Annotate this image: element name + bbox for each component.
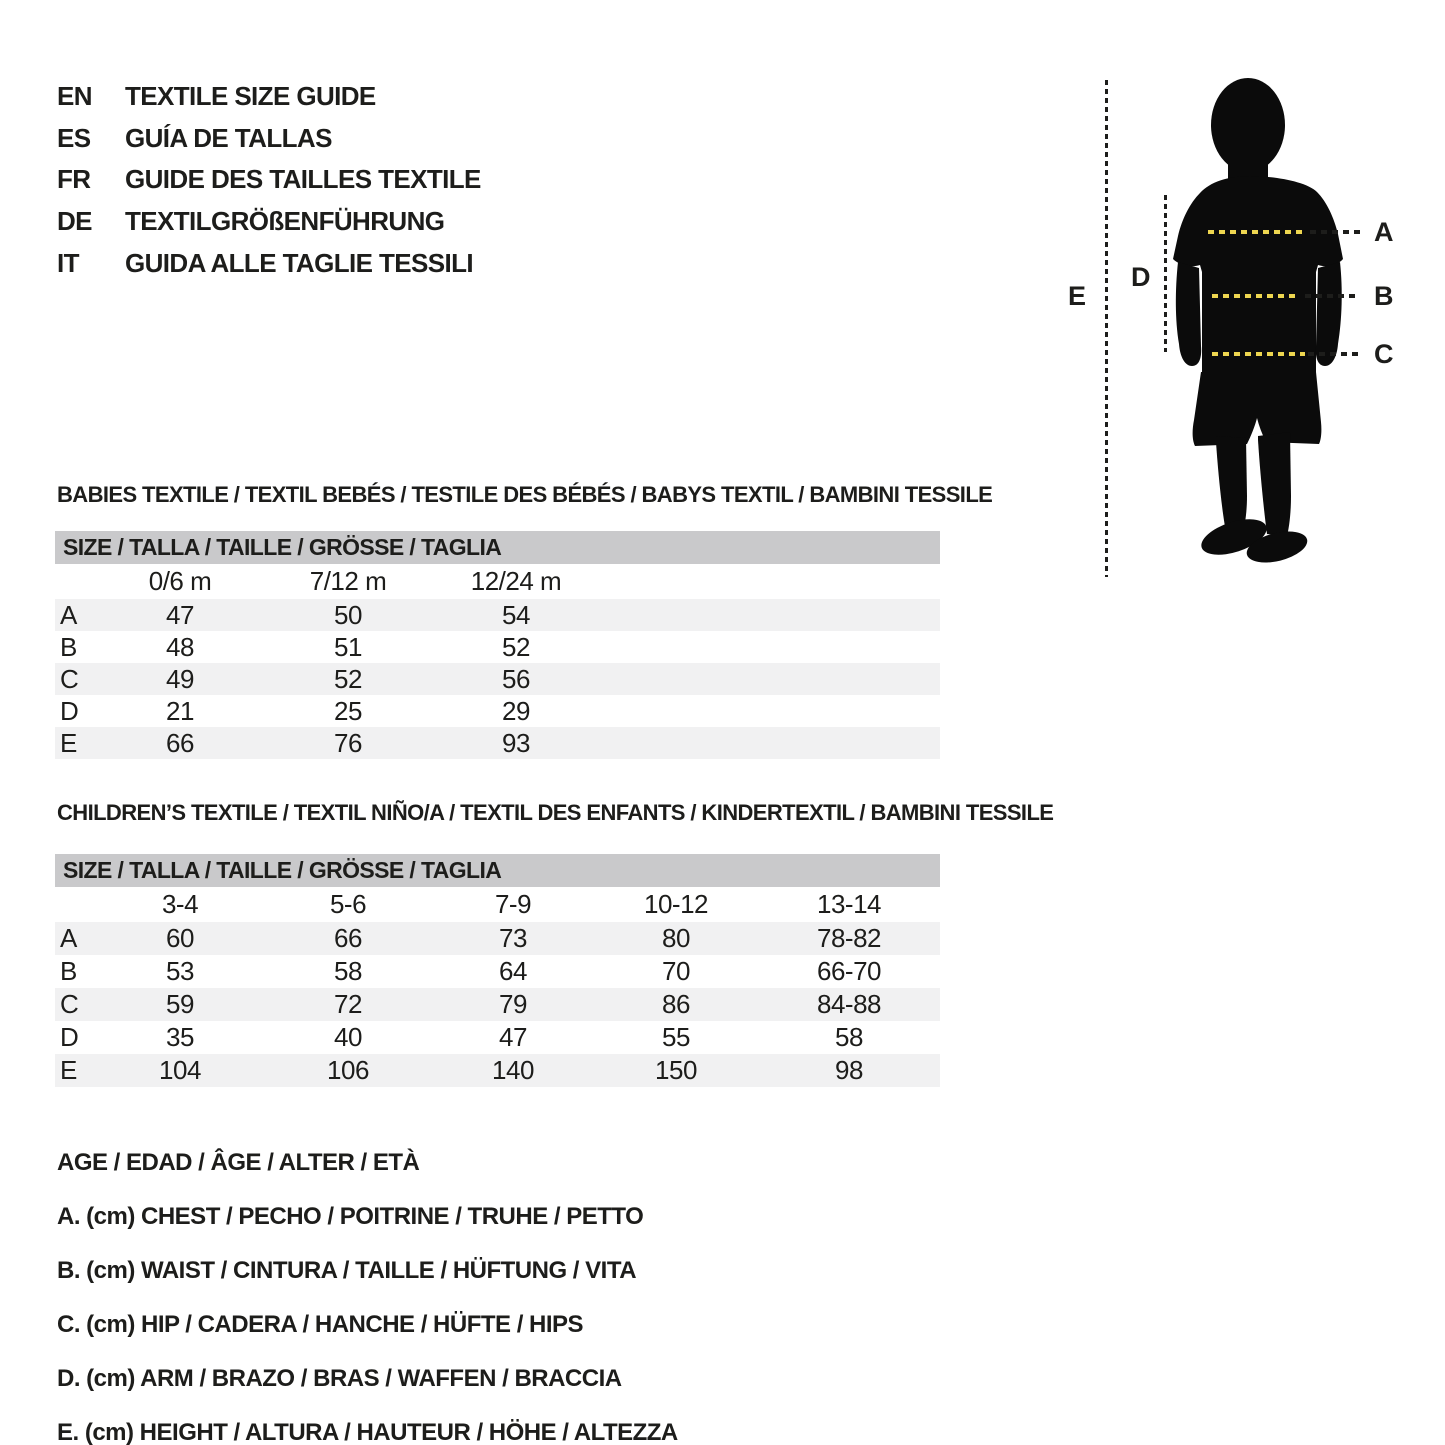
column-header-row [55, 887, 940, 922]
cell: 80 [662, 923, 690, 953]
cell: 58 [835, 1022, 863, 1052]
cell: 49 [166, 664, 194, 694]
row-label: E [60, 728, 77, 758]
legend-line-hip: C. (cm) HIP / CADERA / HANCHE / HÜFTE / HIPS [57, 1311, 584, 1338]
lang-row-es [57, 118, 481, 160]
row-label: D [60, 696, 79, 726]
cell: 104 [159, 1055, 201, 1085]
waist-leader-line [1305, 294, 1360, 298]
table-row [55, 1021, 940, 1054]
hip-dotted-line [1212, 352, 1305, 356]
column-header: 7-9 [494, 889, 532, 919]
cell: 70 [662, 956, 690, 986]
cell: 25 [334, 696, 362, 726]
column-header: 12/24 m [470, 566, 562, 596]
lang-row-fr [57, 159, 481, 201]
babies-section-title: BABIES TEXTILE / TEXTIL BEBÉS / TESTILE DES BÉBÉS / BABYS TEXTIL / BAMBINI TESSILE [57, 482, 993, 507]
lang-row-en [57, 76, 481, 118]
cell: 150 [655, 1055, 697, 1085]
cell: 53 [166, 956, 194, 986]
cell: 47 [499, 1022, 527, 1052]
cell: 98 [835, 1055, 863, 1085]
lang-label: TEXTILE SIZE GUIDE [125, 81, 376, 111]
column-header-row [55, 564, 940, 599]
cell: 60 [166, 923, 194, 953]
language-header [57, 76, 481, 285]
cell: 29 [502, 696, 530, 726]
column-header: 3-4 [161, 889, 199, 919]
table-row [55, 988, 940, 1021]
cell: 84-88 [817, 989, 881, 1019]
marker-label-e: E [1068, 281, 1087, 311]
cell: 59 [166, 989, 194, 1019]
waist-dotted-line [1212, 294, 1300, 298]
lang-label: GUÍA DE TALLAS [125, 122, 332, 153]
cell: 58 [334, 956, 362, 986]
cell: 86 [662, 989, 690, 1019]
marker-label-c: C [1374, 339, 1394, 369]
row-label: B [60, 956, 77, 986]
lang-code: EN [57, 81, 92, 111]
cell: 52 [502, 632, 530, 662]
row-label: E [60, 1055, 77, 1085]
chest-dotted-line [1208, 230, 1305, 234]
row-label: C [60, 989, 79, 1019]
lang-row-it [57, 243, 481, 285]
cell: 72 [334, 989, 362, 1019]
children-size-table [55, 854, 940, 1087]
marker-label-a: A [1374, 217, 1394, 247]
children-section-title: CHILDREN’S TEXTILE / TEXTIL NIÑO/A / TEXTIL DES ENFANTS / KINDERTEXTIL / BAMBINI TESSILE [57, 800, 1054, 825]
legend-line-chest: A. (cm) CHEST / PECHO / POITRINE / TRUHE / PETTO [57, 1203, 644, 1230]
table-row [55, 922, 940, 955]
legend-line-age: AGE / EDAD / ÂGE / ALTER / ETÀ [57, 1149, 420, 1176]
row-label: B [60, 632, 77, 662]
table-row [55, 663, 940, 695]
cell: 76 [334, 728, 362, 758]
cell: 78-82 [817, 923, 881, 953]
legend-line-arm: D. (cm) ARM / BRAZO / BRAS / WAFFEN / BRACCIA [57, 1365, 622, 1392]
cell: 64 [499, 956, 527, 986]
cell: 66 [166, 728, 194, 758]
cell: 40 [334, 1022, 362, 1052]
cell: 54 [502, 600, 530, 630]
lang-code: FR [57, 164, 91, 195]
column-header: 13-14 [817, 889, 881, 919]
hip-leader-line [1308, 352, 1360, 356]
size-header-bar: SIZE / TALLA / TAILLE / GRÖSSE / TAGLIA [55, 854, 940, 887]
table-row [55, 955, 940, 988]
cell: 73 [499, 923, 527, 953]
babies-size-table [55, 531, 940, 759]
row-label: A [60, 600, 77, 630]
cell: 47 [166, 600, 194, 630]
cell: 52 [334, 664, 362, 694]
table-row [55, 727, 940, 759]
chest-leader-line [1310, 230, 1362, 234]
cell: 56 [502, 664, 530, 694]
lang-label: GUIDA ALLE TAGLIE TESSILI [125, 247, 474, 278]
lang-code: DE [57, 206, 92, 237]
cell: 66 [334, 923, 362, 953]
lang-code: ES [57, 122, 91, 153]
lang-row-de [57, 201, 481, 243]
lang-label: GUIDE DES TAILLES TEXTILE [125, 164, 481, 195]
legend-line-height: E. (cm) HEIGHT / ALTURA / HAUTEUR / HÖHE / ALTEZZA [57, 1419, 678, 1445]
table-row [55, 599, 940, 631]
column-header: 0/6 m [148, 566, 212, 596]
lang-code: IT [57, 247, 79, 278]
row-label: A [60, 923, 77, 953]
marker-label-b: B [1374, 281, 1394, 311]
cell: 35 [166, 1022, 194, 1052]
column-header: 10-12 [644, 889, 708, 919]
table-row [55, 1054, 940, 1087]
cell: 50 [334, 600, 362, 630]
legend-line-waist: B. (cm) WAIST / CINTURA / TAILLE / HÜFTUNG / VITA [57, 1257, 637, 1284]
row-label: D [60, 1022, 79, 1052]
height-measure-line-E [1105, 80, 1108, 577]
column-header: 5-6 [329, 889, 367, 919]
column-header: 7/12 m [309, 566, 387, 596]
cell: 79 [499, 989, 527, 1019]
cell: 106 [327, 1055, 369, 1085]
marker-label-d: D [1131, 262, 1151, 292]
cell: 21 [166, 696, 194, 726]
arm-measure-line-D [1164, 195, 1167, 352]
cell: 140 [492, 1055, 534, 1085]
lang-label: TEXTILGRÖßENFÜHRUNG [125, 206, 445, 237]
table-row [55, 695, 940, 727]
measurement-legend [57, 1136, 678, 1445]
table-row [55, 631, 940, 663]
child-silhouette [1170, 76, 1346, 572]
row-label: C [60, 664, 79, 694]
cell: 55 [662, 1022, 690, 1052]
cell: 48 [166, 632, 194, 662]
cell: 66-70 [817, 956, 881, 986]
cell: 93 [502, 728, 530, 758]
cell: 51 [334, 632, 362, 662]
size-header-bar: SIZE / TALLA / TAILLE / GRÖSSE / TAGLIA [55, 531, 940, 564]
